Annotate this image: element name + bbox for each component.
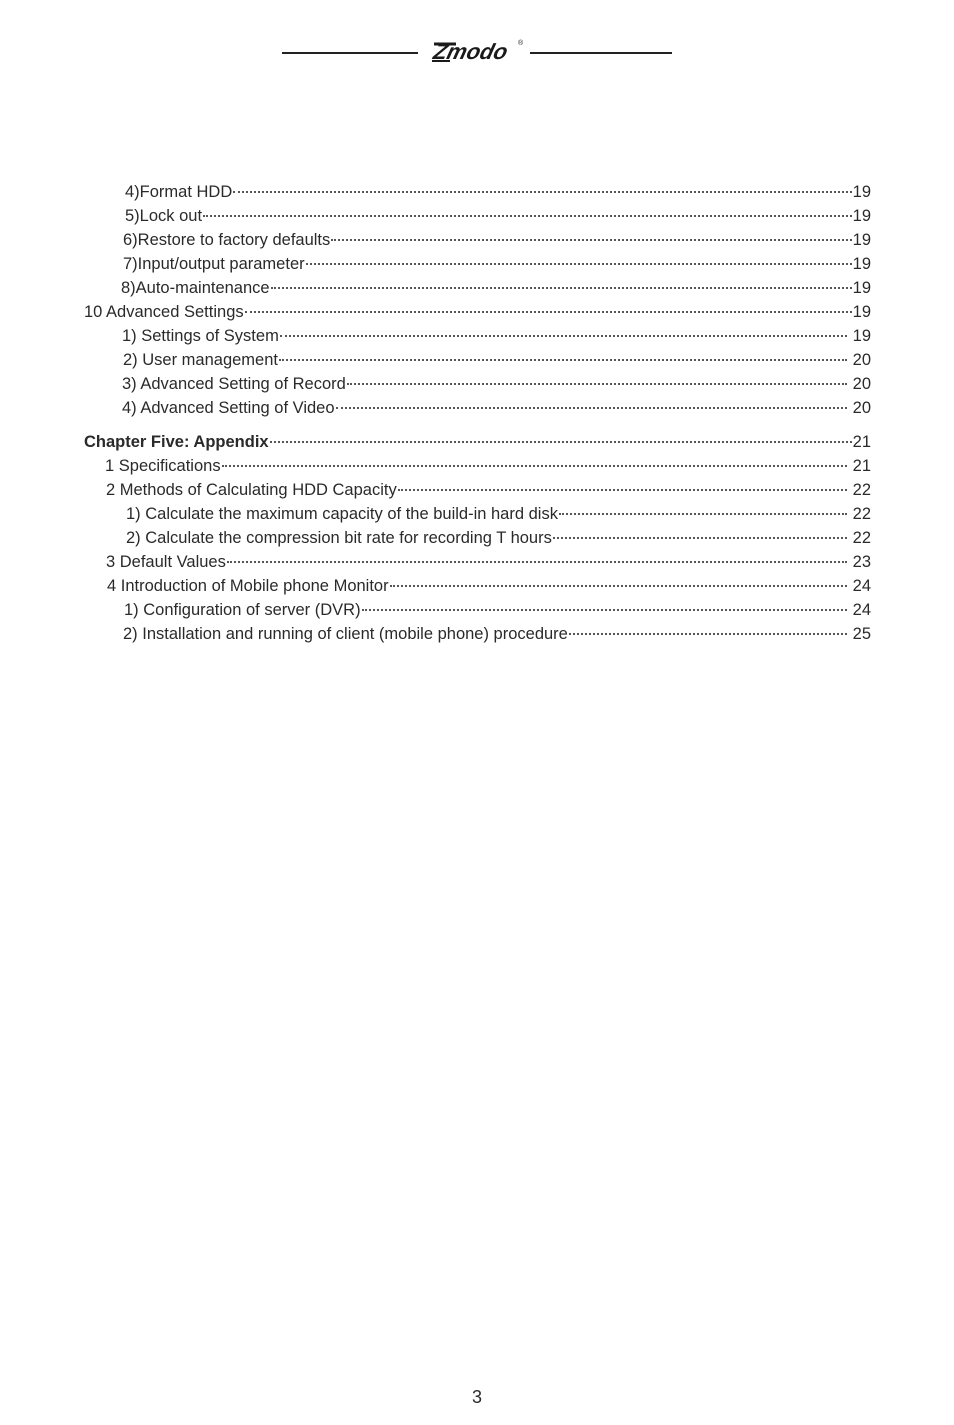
registered-mark: ®	[518, 40, 524, 47]
toc-entry-page: 22	[848, 481, 871, 499]
toc-entry-page: 19	[852, 231, 871, 249]
toc-entry-page: 22	[848, 505, 871, 523]
toc-entry-page: 19	[852, 279, 871, 297]
toc-entry	[122, 324, 871, 348]
toc-entry-title: 3) Advanced Setting of Record	[122, 375, 346, 393]
toc-dot-leader	[398, 488, 847, 491]
page-number: 3	[471, 1387, 482, 1407]
toc-entry-title: 5)Lock out	[125, 207, 203, 225]
toc-entry-page: 23	[848, 553, 871, 571]
toc-entry-title: 2) Installation and running of client (mobile phone) procedure	[123, 625, 568, 643]
toc-entry-page: 19	[852, 183, 871, 201]
toc-dot-leader	[271, 286, 852, 289]
toc-entry	[123, 622, 871, 646]
toc-dot-leader	[203, 214, 852, 217]
toc-dot-leader	[331, 238, 851, 241]
logo-wordmark: Zmodo	[431, 39, 511, 64]
toc-entry-page: 20	[848, 399, 871, 417]
toc-entry-page: 19	[852, 207, 871, 225]
toc-entry	[84, 300, 871, 324]
toc-entry-title: Chapter Five: Appendix	[84, 433, 269, 451]
toc-entry	[123, 228, 871, 252]
toc-dot-leader	[306, 262, 852, 265]
header-rule-right	[530, 52, 672, 54]
toc-entry-page: 25	[848, 625, 871, 643]
toc-entry	[124, 598, 871, 622]
toc-entry-page: 24	[848, 577, 871, 595]
toc-entry	[107, 574, 871, 598]
toc-entry	[125, 180, 871, 204]
toc-entry	[106, 550, 871, 574]
toc-entry	[126, 502, 871, 526]
toc-dot-leader	[362, 608, 847, 611]
toc-entry-title: 1) Configuration of server (DVR)	[124, 601, 361, 619]
toc-entry-title: 10 Advanced Settings	[84, 303, 244, 321]
toc-entry-page: 21	[848, 457, 871, 475]
toc-entry	[122, 396, 871, 420]
page-header	[0, 36, 954, 70]
toc-entry-title: 2) User management	[123, 351, 278, 369]
toc-entry-page: 19	[852, 255, 871, 273]
toc-dot-leader	[280, 334, 847, 337]
toc-dot-leader	[270, 440, 852, 443]
toc-entry-title: 8)Auto-maintenance	[121, 279, 270, 297]
toc-entry	[126, 526, 871, 550]
toc-entry-title: 3 Default Values	[106, 553, 226, 571]
toc-dot-leader	[222, 464, 847, 467]
toc-entry-title: 1) Settings of System	[122, 327, 279, 345]
zmodo-logo	[428, 36, 526, 66]
toc-entry-page: 20	[848, 375, 871, 393]
toc-dot-leader	[233, 190, 851, 193]
toc-entry	[122, 372, 871, 396]
toc-dot-leader	[390, 584, 847, 587]
toc-entry-page: 19	[852, 303, 871, 321]
toc-dot-leader	[347, 382, 847, 385]
toc-dot-leader	[559, 512, 847, 515]
toc-dot-leader	[227, 560, 847, 563]
header-rule-left	[282, 52, 418, 54]
toc-entry-title: 6)Restore to factory defaults	[123, 231, 331, 249]
toc-dot-leader	[569, 632, 847, 635]
toc-entry	[121, 276, 871, 300]
toc-entry-title: 7)Input/output parameter	[123, 255, 305, 273]
toc-entry-page: 24	[848, 601, 871, 619]
toc-entry-title: 4 Introduction of Mobile phone Monitor	[107, 577, 389, 595]
toc-entry-page: 21	[852, 433, 871, 451]
toc-entry-page: 22	[848, 529, 871, 547]
toc-entry	[106, 478, 871, 502]
toc-entry-title: 2 Methods of Calculating HDD Capacity	[106, 481, 397, 499]
toc-entry-title: 2) Calculate the compression bit rate for recording T hours	[126, 529, 552, 547]
toc-entry-title: 1 Specifications	[105, 457, 221, 475]
toc-dot-leader	[553, 536, 847, 539]
toc-entry-title: 1) Calculate the maximum capacity of the build-in hard disk	[126, 505, 558, 523]
toc-dot-leader	[279, 358, 847, 361]
toc-dot-leader	[245, 310, 852, 313]
toc-entry-page: 20	[848, 351, 871, 369]
toc-entry-title: 4) Advanced Setting of Video	[122, 399, 335, 417]
toc-entry	[84, 430, 871, 454]
toc-entry-page: 19	[848, 327, 871, 345]
toc-entry	[123, 348, 871, 372]
toc-entry	[123, 252, 871, 276]
toc-entry	[125, 204, 871, 228]
toc-dot-leader	[336, 406, 848, 409]
toc-entry-title: 4)Format HDD	[125, 183, 233, 201]
toc-entry	[105, 454, 871, 478]
